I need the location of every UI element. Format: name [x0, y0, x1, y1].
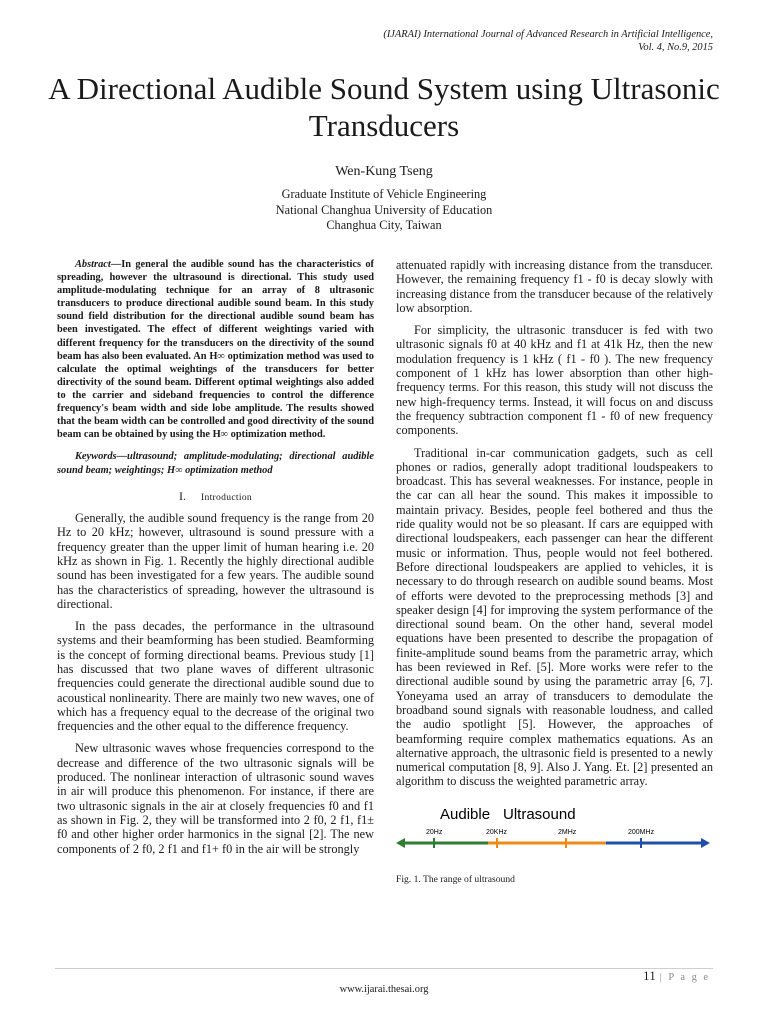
intro-paragraph-3: New ultrasonic waves whose frequencies correspond to the decrease and difference of the two ultrasonic signals will be produced. The nonlinear interaction of ultrasonic sound waves in air will produce this phenomenon. For instance, if there are two ultrasonic signals in the air at closely frequencies f0 and f1 as shown in Fig. 2, they will be transformed into 2 f0, 2 f1, f1± f0 and other higher order harmonics in the signal [2]. The new components of 2 f0, 2 f1 and f1+ f0 in the air will be strongly: [57, 741, 374, 856]
paper-title: A Directional Audible Sound System using Ultrasonic Transducers: [48, 71, 720, 143]
label-audible: Audible: [440, 805, 491, 823]
page-number-value: 11: [643, 969, 657, 983]
section-title: Introduction: [200, 491, 253, 503]
footer-divider: [55, 968, 713, 969]
figure-caption: Fig. 1. The range of ultrasound: [396, 873, 515, 885]
right-paragraph-2: For simplicity, the ultrasonic transducer is fed with two ultrasonic signals f0 at 40 kHz and f1 at 41k Hz, then the new modulation frequency is 1 kHz ( f1 - f0 ). The new frequency component of 1 kHz has lower absorption than other high-frequency terms. For this reason, this study will not discuss the new high-frequency terms. Instead, it will focus on and discuss the frequency subtraction component f1 - f0 of new frequency components.: [396, 323, 713, 438]
affiliation-line-3: Changhua City, Taiwan: [326, 218, 442, 233]
right-paragraph-1: attenuated rapidly with increasing distance from the transducer. However, the remaining frequency f1 - f0 is decay slowly with increasing distance from the transducer because of the relatively low absorption.: [396, 258, 713, 315]
section-heading: [57, 489, 374, 505]
tick-label: 200MHz: [628, 828, 655, 836]
intro-paragraph-1: Generally, the audible sound frequency is the range from 20 Hz to 20 kHz; however, ultrasound is sound pressure with a frequency greater than the upper limit of human hearing i.e. 20 kHz as shown in Fig. 1. Recently the highly directional audible sound has been investigated for a few years. The audible sound has the characteristics of spreading, however the ultrasound is directional.: [57, 511, 374, 611]
right-paragraph-3: Traditional in-car communication gadgets, such as cell phones or radios, generally adopt traditional loudspeakers to broadcast. This has several weaknesses. For instance, people in the car can all hear the sound. This makes it impossible to maintain privacy. Besides, people feel bothered and thus the ride quality would not be so pleasant. If cars are equipped with directional loudspeakers, each passenger can hear the different music or information. Thus, people would not feel bothered. Before directional loudspeakers are applied to vehicles, it is necessary to do through research on audible sound beams. Most of efforts were devoted to the preprocessing methods [3] and speaker design [4] for improving the system performance of the directional sound beam. On the other hand, several model equations have been presented to describe the propagation of finite-amplitude sound beams from the parametric array, which has been reviewed in Ref. [5]. More works were refer to the directional audible sound by using the parametric array [6, 7]. Yoneyama used an array of transducers to demodulate the broadband sound signals with reasonable loudness, and called the audio spotlight [5]. However, the approaches of beamforming require complex mathematics equations. As an alternative approach, the ultrasonic field is presented to a newly numerical computation [8, 9]. Also J. Yang. Et. [2] presented an algorithm to discuss the weighted parametric array.: [396, 445, 713, 789]
tick-label: 20Hz: [426, 828, 443, 836]
journal-name: (IJARAI) International Journal of Advanced Research in Artificial Intelligence,: [383, 29, 713, 40]
intro-paragraph-2: In the pass decades, the performance in the ultrasound systems and their beamforming has been studied. Beamforming is the concept of forming directional beams. Previous study [1] has discussed that two plane waves of different ultrasonic frequencies could generate the directional audible sound due to acoustical nonlinearity. There are mainly two new waves, one of which has a frequency equal to the decrease of the original two frequencies and the other equal to the difference frequency.: [57, 619, 374, 734]
abstract-dash: —: [110, 259, 122, 270]
journal-header: [383, 28, 713, 54]
left-arrow-icon: [396, 838, 405, 848]
figure-1: [396, 803, 713, 923]
right-column: [396, 258, 713, 923]
page-word: | P a g e: [659, 972, 710, 983]
keywords: Keywords—ultrasound; amplitude-modulating; directional audible sound beam; weightings; H∞ optimization method: [57, 451, 374, 476]
author-block: [0, 164, 768, 234]
page-number: [643, 969, 710, 984]
tick-label: 2MHz: [558, 828, 577, 836]
footer-url: www.ijarai.thesai.org: [339, 984, 429, 995]
label-ultrasound: Ultrasound: [503, 805, 576, 823]
tick-label: 20KHz: [486, 828, 508, 836]
abstract-lead: Abstract: [75, 259, 111, 270]
abstract: [57, 258, 374, 441]
affiliation-line-2: National Changhua University of Education: [275, 202, 493, 217]
left-column: [57, 258, 374, 864]
abstract-text: In general the audible sound has the characteristics of spreading, however the ultrasound is directional. This study used amplitude-modulating technique for an array of 8 ultrasonic transducers to produce directional audible sound beam. In this study sound field distribution for the directional audible sound beam has been investigated. The effect of different weightings varied with different frequency for the transducers on the directivity of the sound beam has also been evaluated. An H∞ optimization method was used to calculate the optimal weightings of the transducers for better directivity of the sound beam. Different optimal weightings also added to the carrier and sideband frequencies to control the difference frequency's beam width and side lobe amplitude. The results showed that the beam width can be controlled and good directivity of the sound beam can be obtained by using the H∞ optimization method.: [57, 259, 374, 441]
affiliation-line-1: Graduate Institute of Vehicle Engineering: [281, 187, 487, 202]
right-arrow-icon: [701, 838, 710, 848]
section-number: I.: [178, 488, 186, 503]
journal-volume: Vol. 4, No.9, 2015: [638, 42, 713, 53]
frequency-range-diagram: [396, 803, 713, 873]
author-name: Wen-Kung Tseng: [335, 164, 433, 179]
